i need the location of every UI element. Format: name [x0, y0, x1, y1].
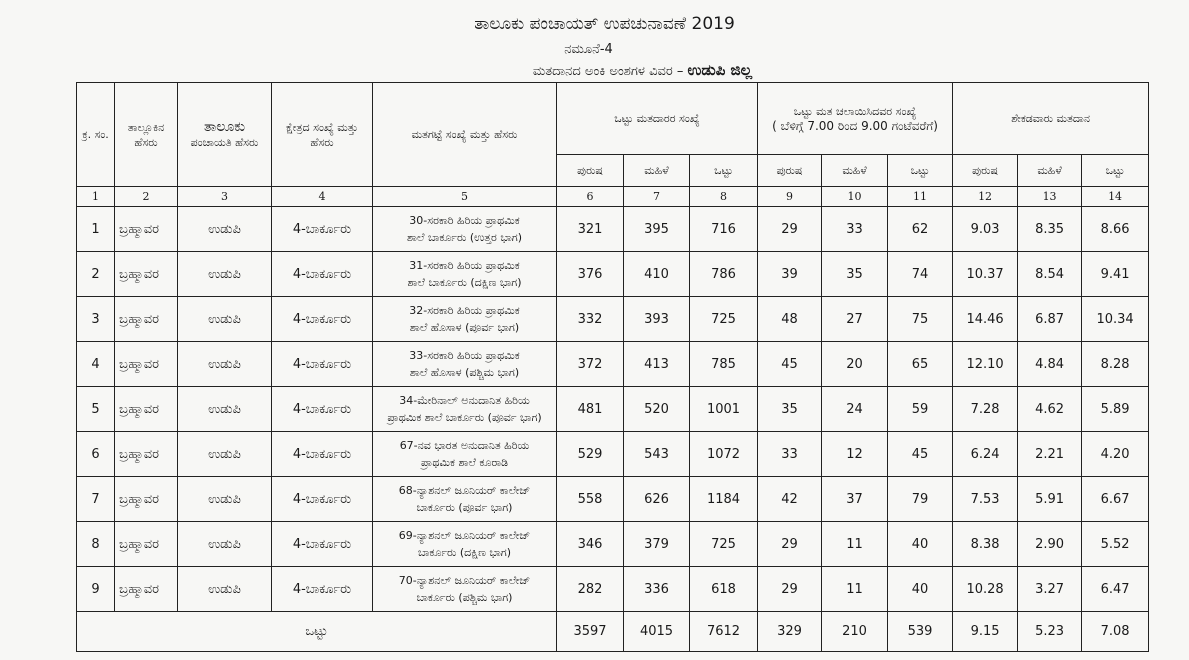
p-male-cell: 33 [758, 432, 822, 477]
booth-line-1: 34-ಮೇರಿನಾಲ್ ಅನುದಾನಿತ ಹಿರಿಯ [399, 394, 530, 407]
header-taluk-name: ತಾಲ್ಲೂಕಿನ ಹೆಸರು [115, 83, 178, 187]
pc-male-cell: 12.10 [953, 342, 1018, 387]
taluk-panchayat-cell: ಉಡುಪಿ [178, 207, 272, 252]
p-female-cell: 35 [822, 252, 888, 297]
constituency-cell: 4-ಬಾರ್ಕೂರು [272, 207, 373, 252]
column-number: 6 [557, 187, 624, 207]
pc-total-cell: 9.41 [1082, 252, 1149, 297]
booth-line-2: ಶಾಲೆ ಬಾರ್ಕೂರು (ಉತ್ತರ ಭಾಗ) [406, 231, 523, 244]
pc-female-cell: 2.21 [1018, 432, 1082, 477]
v-female-cell: 336 [624, 567, 690, 612]
pc-male-cell: 6.24 [953, 432, 1018, 477]
v-total-cell: 725 [690, 522, 758, 567]
header-female: ಮಹಿಳೆ [1018, 155, 1082, 187]
pc-male-cell: 10.37 [953, 252, 1018, 297]
table-row [77, 342, 1149, 387]
column-number: 12 [953, 187, 1018, 207]
p-female-cell: 12 [822, 432, 888, 477]
total-v-total-cell: 7612 [690, 612, 758, 652]
table-row [77, 477, 1149, 522]
v-female-cell: 626 [624, 477, 690, 522]
pc-male-cell: 8.38 [953, 522, 1018, 567]
sl-no-cell: 6 [77, 432, 115, 477]
pc-female-cell: 8.35 [1018, 207, 1082, 252]
header-votes-polled-main: ಒಟ್ಟು ಮತ ಚಲಾಯಿಸಿದವರ ಸಂಖ್ಯೆ [793, 104, 917, 118]
v-female-cell: 395 [624, 207, 690, 252]
pc-male-cell: 9.03 [953, 207, 1018, 252]
v-total-cell: 785 [690, 342, 758, 387]
document-title: ತಾಲೂಕು ಪಂಚಾಯತ್ ಉಪಚುನಾವಣೆ 2019 [474, 14, 735, 34]
booth-line-2: ಬಾರ್ಕೂರು (ದಕ್ಷಿಣ ಭಾಗ) [417, 546, 512, 559]
header-booth: ಮತಗಟ್ಟೆ ಸಂಖ್ಯೆ ಮತ್ತು ಹೆಸರು [373, 83, 557, 187]
column-number: 4 [272, 187, 373, 207]
booth-line-2: ಪ್ರಾಥಮಿಕ ಶಾಲೆ ಕೂರಾಡಿ [420, 456, 509, 469]
header-total: ಒಟ್ಟು [690, 155, 758, 187]
column-number: 3 [178, 187, 272, 207]
taluk-panchayat-cell: ಉಡುಪಿ [178, 342, 272, 387]
table-row [77, 432, 1149, 477]
taluk-panchayat-cell: ಉಡುಪಿ [178, 252, 272, 297]
v-female-cell: 410 [624, 252, 690, 297]
p-total-cell: 40 [888, 522, 953, 567]
taluk-panchayat-cell: ಉಡುಪಿ [178, 522, 272, 567]
v-female-cell: 379 [624, 522, 690, 567]
v-male-cell: 282 [557, 567, 624, 612]
column-number: 1 [77, 187, 115, 207]
booth-cell [373, 342, 557, 387]
v-male-cell: 332 [557, 297, 624, 342]
document-subtitle [48, 61, 1189, 79]
column-number: 10 [822, 187, 888, 207]
header-votes-polled-sub: ( ಬೆಳಿಗ್ಗೆ 7.00 ರಿಂದ 9.00 ಗಂಟೆವರೆಗೆ) [772, 118, 938, 133]
column-number: 9 [758, 187, 822, 207]
header-percentage: ಶೇಕಡವಾರು ಮತದಾನ [953, 83, 1149, 155]
pc-male-cell: 7.53 [953, 477, 1018, 522]
taluk-cell: ಬ್ರಹ್ಮಾವರ [115, 207, 178, 252]
p-female-cell: 20 [822, 342, 888, 387]
column-number: 8 [690, 187, 758, 207]
v-male-cell: 321 [557, 207, 624, 252]
v-total-cell: 786 [690, 252, 758, 297]
pc-male-cell: 10.28 [953, 567, 1018, 612]
constituency-cell: 4-ಬಾರ್ಕೂರು [272, 387, 373, 432]
pc-female-cell: 8.54 [1018, 252, 1082, 297]
taluk-panchayat-cell: ಉಡುಪಿ [178, 432, 272, 477]
pc-total-cell: 6.47 [1082, 567, 1149, 612]
header-male: ಪುರುಷ [557, 155, 624, 187]
total-v-male-cell: 3597 [557, 612, 624, 652]
pc-female-cell: 3.27 [1018, 567, 1082, 612]
v-total-cell: 725 [690, 297, 758, 342]
table-row [77, 387, 1149, 432]
v-male-cell: 529 [557, 432, 624, 477]
booth-cell [373, 477, 557, 522]
booth-line-2: ಶಾಲೆ ಹೊಸಾಳ (ಪೂರ್ವ ಭಾಗ) [409, 321, 520, 334]
v-total-cell: 716 [690, 207, 758, 252]
booth-line-1: 31-ಸರಕಾರಿ ಹಿರಿಯ ಪ್ರಾಥಮಿಕ [409, 259, 520, 272]
booth-line-1: 70-ನ್ಯಾಶನಲ್ ಜೂನಿಯರ್ ಕಾಲೇಜ್ [398, 574, 531, 587]
header-female: ಮಹಿಳೆ [822, 155, 888, 187]
booth-cell [373, 567, 557, 612]
polling-statistics-table [76, 82, 1149, 652]
v-female-cell: 393 [624, 297, 690, 342]
sl-no-cell: 1 [77, 207, 115, 252]
p-male-cell: 45 [758, 342, 822, 387]
p-female-cell: 11 [822, 522, 888, 567]
pc-total-cell: 5.89 [1082, 387, 1149, 432]
constituency-cell: 4-ಬಾರ್ಕೂರು [272, 567, 373, 612]
taluk-panchayat-cell: ಉಡುಪಿ [178, 567, 272, 612]
v-female-cell: 413 [624, 342, 690, 387]
pc-female-cell: 6.87 [1018, 297, 1082, 342]
district-name: ಉಡುಪಿ ಜಿಲ್ಲ [687, 61, 753, 79]
column-number: 5 [373, 187, 557, 207]
p-male-cell: 29 [758, 567, 822, 612]
column-number: 13 [1018, 187, 1082, 207]
v-total-cell: 618 [690, 567, 758, 612]
header-total: ಒಟ್ಟು [888, 155, 953, 187]
column-number: 2 [115, 187, 178, 207]
sl-no-cell: 5 [77, 387, 115, 432]
taluk-cell: ಬ್ರಹ್ಮಾವರ [115, 387, 178, 432]
v-male-cell: 372 [557, 342, 624, 387]
taluk-cell: ಬ್ರಹ್ಮಾವರ [115, 522, 178, 567]
column-number-row [77, 187, 1149, 207]
taluk-cell: ಬ್ರಹ್ಮಾವರ [115, 252, 178, 297]
p-total-cell: 75 [888, 297, 953, 342]
booth-cell [373, 522, 557, 567]
pc-female-cell: 5.91 [1018, 477, 1082, 522]
p-total-cell: 65 [888, 342, 953, 387]
booth-line-1: 67-ನವ ಭಾರತ ಅನುದಾನಿತ ಹಿರಿಯ [399, 439, 530, 452]
sl-no-cell: 7 [77, 477, 115, 522]
booth-line-2: ಪ್ರಾಥಮಿಕ ಶಾಲೆ ಬಾರ್ಕೂರು (ಪೂರ್ವ ಭಾಗ) [387, 411, 542, 424]
v-male-cell: 558 [557, 477, 624, 522]
total-v-female-cell: 4015 [624, 612, 690, 652]
sl-no-cell: 8 [77, 522, 115, 567]
taluk-cell: ಬ್ರಹ್ಮಾವರ [115, 567, 178, 612]
header-female: ಮಹಿಳೆ [624, 155, 690, 187]
pc-female-cell: 4.84 [1018, 342, 1082, 387]
total-label: ಒಟ್ಟು [77, 612, 557, 652]
v-total-cell: 1001 [690, 387, 758, 432]
header-tp-sub: ಪಂಚಾಯತಿ ಹೆಸರು [190, 135, 259, 149]
column-number: 7 [624, 187, 690, 207]
pc-male-cell: 14.46 [953, 297, 1018, 342]
booth-line-1: 30-ಸರಕಾರಿ ಹಿರಿಯ ಪ್ರಾಥಮಿಕ [409, 214, 520, 227]
sl-no-cell: 2 [77, 252, 115, 297]
booth-line-2: ಬಾರ್ಕೂರು (ಪೂರ್ವ ಭಾಗ) [416, 501, 513, 514]
pc-female-cell: 4.62 [1018, 387, 1082, 432]
booth-line-1: 69-ನ್ಯಾಶನಲ್ ಜೂನಿಯರ್ ಕಾಲೇಜ್ [398, 529, 531, 542]
p-total-cell: 45 [888, 432, 953, 477]
p-male-cell: 29 [758, 522, 822, 567]
booth-line-1: 32-ಸರಕಾರಿ ಹಿರಿಯ ಪ್ರಾಥಮಿಕ [409, 304, 520, 317]
v-total-cell: 1072 [690, 432, 758, 477]
v-female-cell: 520 [624, 387, 690, 432]
booth-line-1: 33-ಸರಕಾರಿ ಹಿರಿಯ ಪ್ರಾಥಮಿಕ [409, 349, 520, 362]
total-pc-male-cell: 9.15 [953, 612, 1018, 652]
total-p-female-cell: 210 [822, 612, 888, 652]
p-total-cell: 62 [888, 207, 953, 252]
constituency-cell: 4-ಬಾರ್ಕೂರು [272, 297, 373, 342]
p-female-cell: 11 [822, 567, 888, 612]
header-male: ಪುರುಷ [953, 155, 1018, 187]
v-total-cell: 1184 [690, 477, 758, 522]
taluk-panchayat-cell: ಉಡುಪಿ [178, 297, 272, 342]
booth-cell [373, 387, 557, 432]
pc-total-cell: 8.28 [1082, 342, 1149, 387]
total-p-male-cell: 329 [758, 612, 822, 652]
header-row [77, 83, 1149, 155]
p-total-cell: 40 [888, 567, 953, 612]
table-row [77, 207, 1149, 252]
header-total-voters: ಒಟ್ಟು ಮತದಾರರ ಸಂಖ್ಯೆ [557, 83, 758, 155]
header-sl-no: ಕ್ರ. ಸಂ. [77, 83, 115, 187]
pc-female-cell: 2.90 [1018, 522, 1082, 567]
sl-no-cell: 9 [77, 567, 115, 612]
pc-total-cell: 6.67 [1082, 477, 1149, 522]
taluk-cell: ಬ್ರಹ್ಮಾವರ [115, 297, 178, 342]
v-male-cell: 376 [557, 252, 624, 297]
p-male-cell: 48 [758, 297, 822, 342]
constituency-cell: 4-ಬಾರ್ಕೂರು [272, 432, 373, 477]
table-row [77, 297, 1149, 342]
booth-line-2: ಬಾರ್ಕೂರು (ಪಶ್ಚಿಮ ಭಾಗ) [416, 591, 513, 604]
total-pc-total-cell: 7.08 [1082, 612, 1149, 652]
taluk-cell: ಬ್ರಹ್ಮಾವರ [115, 342, 178, 387]
taluk-panchayat-cell: ಉಡುಪಿ [178, 477, 272, 522]
pc-total-cell: 8.66 [1082, 207, 1149, 252]
header-male: ಪುರುಷ [758, 155, 822, 187]
p-female-cell: 33 [822, 207, 888, 252]
pc-total-cell: 5.52 [1082, 522, 1149, 567]
booth-cell [373, 432, 557, 477]
booth-cell [373, 297, 557, 342]
booth-cell [373, 207, 557, 252]
header-taluk-panchayat [178, 83, 272, 187]
taluk-cell: ಬ್ರಹ್ಮಾವರ [115, 477, 178, 522]
sl-no-cell: 3 [77, 297, 115, 342]
form-number: ನಮೂನೆ-4 [564, 42, 613, 57]
booth-cell [373, 252, 557, 297]
constituency-cell: 4-ಬಾರ್ಕೂರು [272, 477, 373, 522]
header-votes-polled [758, 83, 953, 155]
table-row [77, 252, 1149, 297]
v-male-cell: 346 [557, 522, 624, 567]
booth-line-1: 68-ನ್ಯಾಶನಲ್ ಜೂನಿಯರ್ ಕಾಲೇಜ್ [398, 484, 531, 497]
v-male-cell: 481 [557, 387, 624, 432]
constituency-cell: 4-ಬಾರ್ಕೂರು [272, 252, 373, 297]
constituency-cell: 4-ಬಾರ್ಕೂರು [272, 522, 373, 567]
v-female-cell: 543 [624, 432, 690, 477]
total-p-total-cell: 539 [888, 612, 953, 652]
p-male-cell: 42 [758, 477, 822, 522]
p-female-cell: 37 [822, 477, 888, 522]
column-number: 14 [1082, 187, 1149, 207]
header-tp-main: ತಾಲೂಕು [203, 118, 246, 135]
booth-line-2: ಶಾಲೆ ಬಾರ್ಕೂರು (ದಕ್ಷಿಣ ಭಾಗ) [407, 276, 522, 289]
pc-total-cell: 10.34 [1082, 297, 1149, 342]
sl-no-cell: 4 [77, 342, 115, 387]
p-total-cell: 74 [888, 252, 953, 297]
total-pc-female-cell: 5.23 [1018, 612, 1082, 652]
p-total-cell: 59 [888, 387, 953, 432]
p-female-cell: 24 [822, 387, 888, 432]
header-constituency: ಕ್ಷೇತ್ರದ ಸಂಖ್ಯೆ ಮತ್ತು ಹೆಸರು [272, 83, 373, 187]
p-total-cell: 79 [888, 477, 953, 522]
table-row [77, 567, 1149, 612]
constituency-cell: 4-ಬಾರ್ಕೂರು [272, 342, 373, 387]
total-row [77, 612, 1149, 652]
subtitle-prefix: ಮತದಾನದ ಅಂಕಿ ಅಂಶಗಳ ವಿವರ – [532, 64, 684, 79]
column-number: 11 [888, 187, 953, 207]
p-male-cell: 39 [758, 252, 822, 297]
table-row [77, 522, 1149, 567]
p-male-cell: 35 [758, 387, 822, 432]
booth-line-2: ಶಾಲೆ ಹೊಸಾಳ (ಪಶ್ಚಿಮ ಭಾಗ) [409, 366, 520, 379]
pc-male-cell: 7.28 [953, 387, 1018, 432]
p-male-cell: 29 [758, 207, 822, 252]
taluk-cell: ಬ್ರಹ್ಮಾವರ [115, 432, 178, 477]
p-female-cell: 27 [822, 297, 888, 342]
taluk-panchayat-cell: ಉಡುಪಿ [178, 387, 272, 432]
pc-total-cell: 4.20 [1082, 432, 1149, 477]
header-total: ಒಟ್ಟು [1082, 155, 1149, 187]
